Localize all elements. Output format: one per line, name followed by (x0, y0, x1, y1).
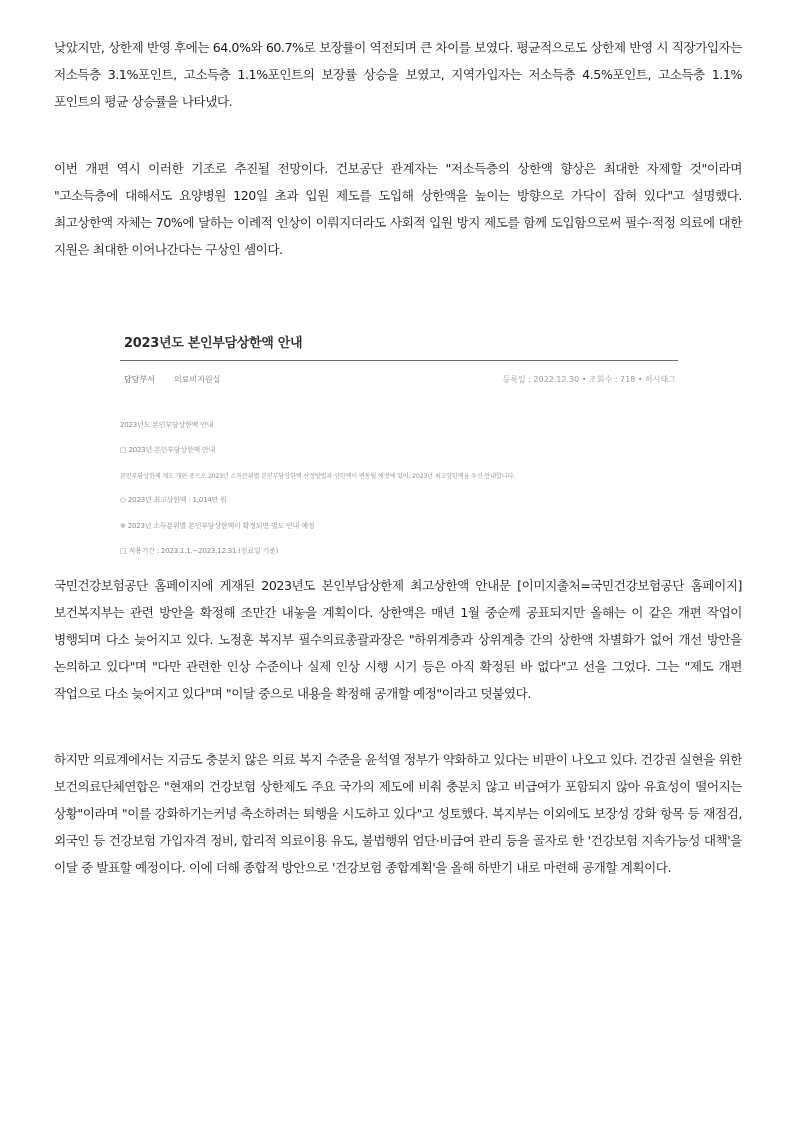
notice-line: □ 2023년 본인부담상한액 안내 (120, 446, 216, 454)
department-label: 담당부서 (124, 375, 155, 384)
notice-divider (120, 360, 678, 361)
notice-title: 2023년도 본인부담상한액 안내 (124, 336, 303, 351)
body-paragraph-2: 이번 개편 역시 이러한 기조로 추진될 전망이다. 건보공단 관계자는 "저소득층의 상한액 향상은 최대한 자제할 것"이라며 "고소득층에 대해서도 요양병원 120일 초과 입원 제도를 도입해 상한액을 높이는 방향으로 가닥이 잡혀 있다"고 설명했다. 최고상한액 자체는 70%에 달하는 이례적 인상이 이뤄지더라도 사회적 입원 방지 제도를 함께 도입함으로써 필수·적정 의료에 대한 지원은 최대한 이어나간다는 구상인 셈이다. (54, 161, 742, 257)
notice-line: □ 적용기간 : 2023.1.1.~2023.12.31.(진료일 기준) (120, 547, 279, 555)
notice-line: ○ 2023년 최고상한액 : 1,014만 원 (120, 496, 227, 504)
notice-line: 본인부담상한제 제도 개편 중으로 2023년 소득분위별 본인부담상한액 산정방법과 상한액이 변동될 예정에 있어, 2023년 최고상한액을 우선 안내합니다. (120, 473, 515, 480)
body-paragraph-1: 낮았지만, 상한제 반영 후에는 64.0%와 60.7%로 보장률이 역전되며 큰 차이를 보였다. 평균적으로도 상한제 반영 시 직장가입자는 저소득층 3.1%포인트, 고소득층 1.1%포인트의 보장률 상승을 보였고, 지역가입자는 저소득층 4.5%포인트, 고소득층 1.1%포인트의 평균 상승률을 나타냈다. (54, 40, 742, 109)
notice-line: 2023년도 본인부담상한액 안내 (120, 421, 214, 429)
department-value: 의료비지원실 (174, 375, 221, 384)
embedded-notice-image (108, 318, 680, 566)
post-info: 등록일 : 2022.12.30 • 조회수 : 718 • 하시태그 (502, 375, 676, 384)
body-paragraph-3: 하지만 의료계에서는 지금도 충분치 않은 의료 복지 수준을 윤석열 정부가 약화하고 있다는 비판이 나오고 있다. 건강권 실현을 위한 보건의료단체연합은 "현재의 건강보험 상한제도 주요 국가의 제도에 비춰 충분치 않고 비급여가 포함되지 않아 유효성이 떨어지는 상황"이라며 "이를 강화하기는커녕 축소하려는 퇴행을 시도하고 있다"고 성토했다. 복지부는 이외에도 보장성 강화 항목 등 재점검, 외국인 등 건강보험 가입자격 정비, 합리적 의료이용 유도, 불법행위 엄단·비급여 관리 등을 골자로 한 '건강보험 지속가능성 대책'을 이달 중 발표할 예정이다. 이에 더해 종합적 방안으로 '건강보험 종합계획'을 올해 하반기 내로 마련해 공개할 계획이다. (54, 752, 742, 875)
image-caption-paragraph: 국민건강보험공단 홈페이지에 게재된 2023년도 본인부담상한제 최고상한액 안내문 [이미지출처=국민건강보험공단 홈페이지] 보건복지부는 관련 방안을 확정해 조만간 내놓을 계획이다. 상한액은 매년 1월 중순께 공표되지만 올해는 이 같은 개편 작업이 병행되며 다소 늦어지고 있다. 노정훈 복지부 필수의료총괄과장은 "하위계층과 상위계층 간의 상한액 차별화가 없어 개선 방안을 논의하고 있다"며 "다만 관련한 인상 수준이나 실제 인상 시행 시기 등은 아직 확정된 바 없다"고 선을 그었다. 그는 "제도 개편 작업으로 다소 늦어지고 있다"며 "이달 중으로 내용을 확정해 공개할 예정"이라고 덧붙였다. (54, 578, 742, 701)
notice-meta (124, 374, 676, 388)
notice-line: ※ 2023년 소득분위별 본인부담상한액이 확정되면 별도 안내 예정 (120, 522, 315, 530)
